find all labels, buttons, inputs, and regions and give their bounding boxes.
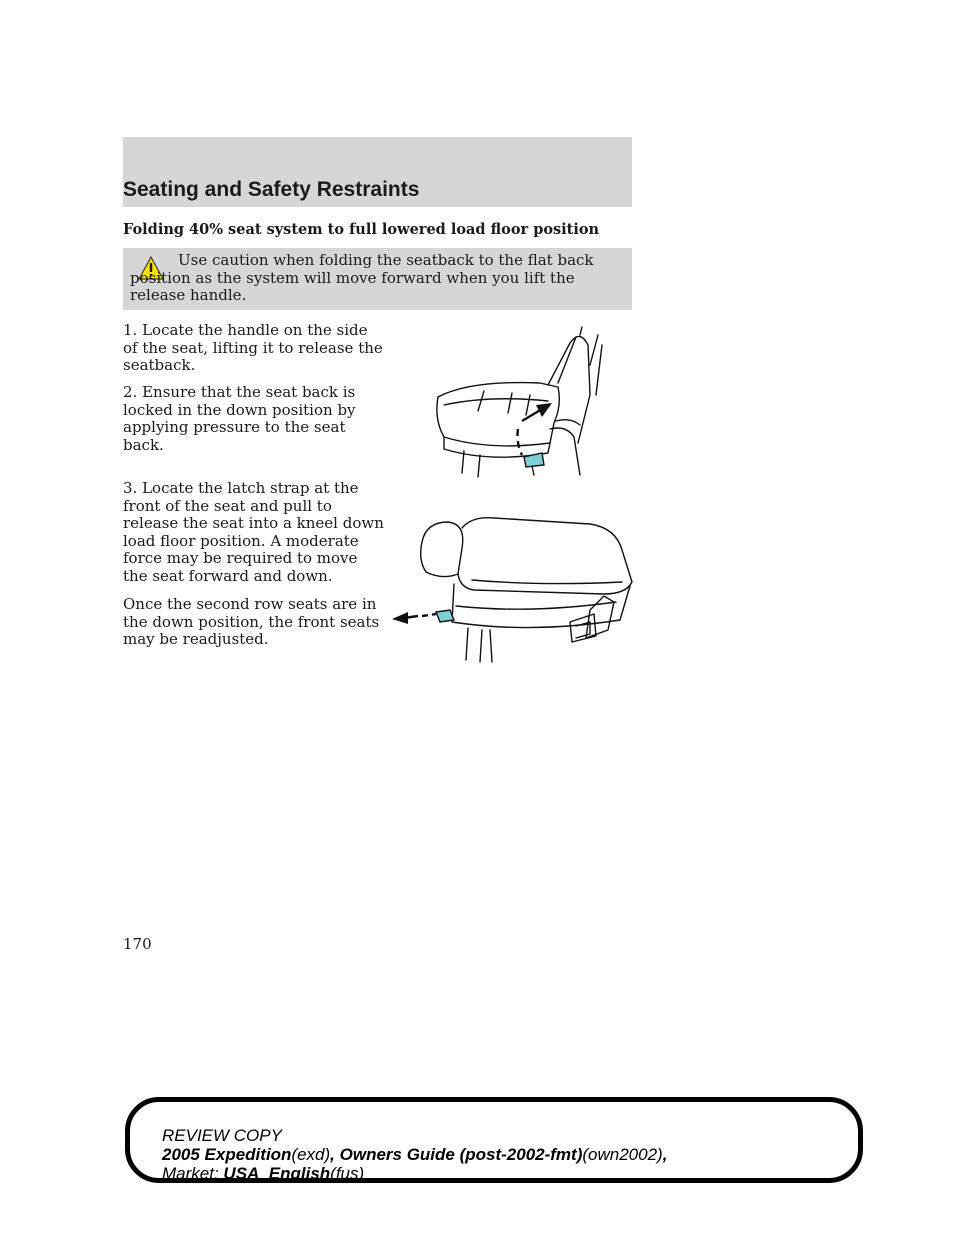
footer-review-copy: REVIEW COPY bbox=[162, 1126, 282, 1145]
page-number: 170 bbox=[123, 935, 152, 953]
section-title: Seating and Safety Restraints bbox=[123, 178, 420, 201]
footer-doc-info: 2005 Expedition(exd), Owners Guide (post-2002-fmt)(own2002), bbox=[162, 1145, 668, 1164]
step-2-text: 2. Ensure that the seat back is locked in the down position by applying pressure to the seat back. bbox=[123, 383, 356, 454]
seatback-release-illustration bbox=[430, 325, 620, 485]
latch-strap-illustration bbox=[390, 510, 640, 665]
footer-market-info: Market: USA_English(fus) bbox=[162, 1164, 365, 1183]
subheading: Folding 40% seat system to full lowered load floor position bbox=[123, 221, 600, 238]
caution-text: Use caution when folding the seatback to the flat back position as the system will move forward when you lift the release handle. bbox=[130, 251, 594, 304]
step-1-text: 1. Locate the handle on the side of the seat, lifting it to release the seatback. bbox=[123, 321, 383, 374]
step-4-text: Once the second row seats are in the down position, the front seats may be readjusted. bbox=[123, 595, 380, 648]
step-3-text: 3. Locate the latch strap at the front of the seat and pull to release the seat into a kneel down load floor position. A moderate force may be required to move the seat forward and down. bbox=[123, 479, 384, 585]
